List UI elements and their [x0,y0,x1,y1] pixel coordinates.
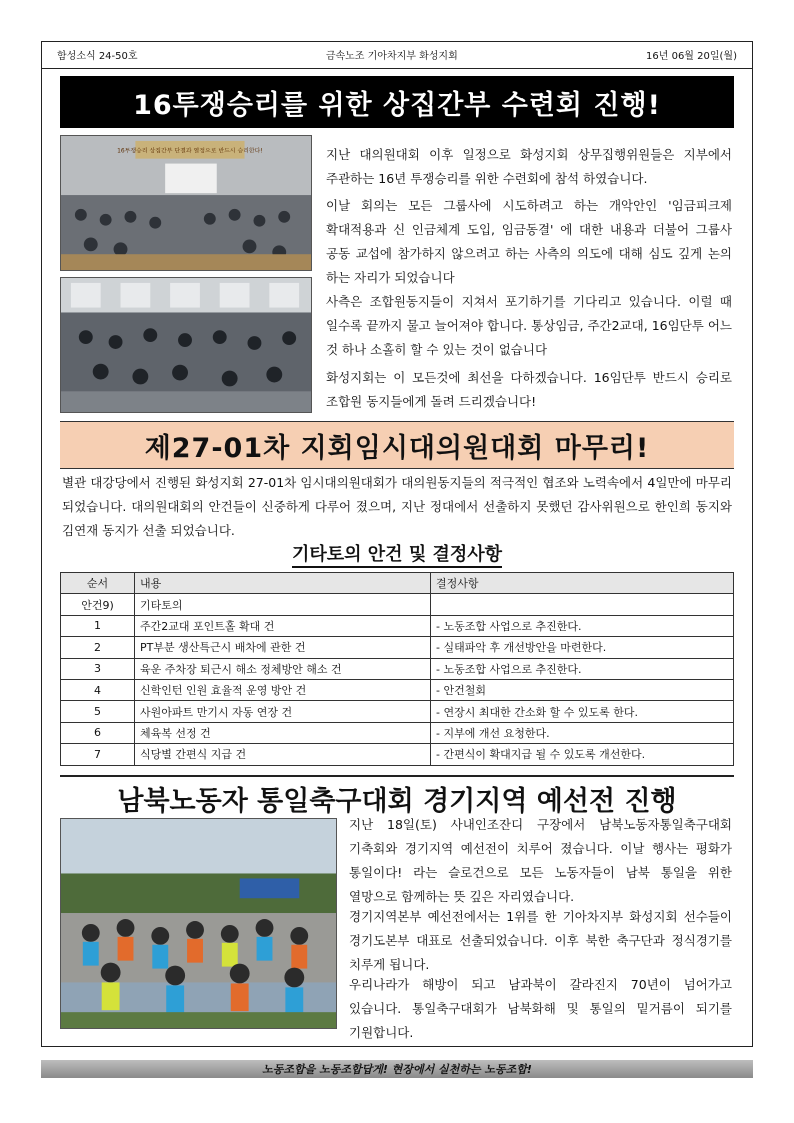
column-header-order: 순서 [61,573,135,594]
table-row [61,615,734,636]
article1-title: 16투쟁승리를 위한 상집간부 수련회 진행! [60,76,734,128]
article3-paragraph-1: 지난 18일(토) 사내인조잔디 구장에서 남북노동자통일축구대회 기축회와 경기지역 예선전이 치루어 졌습니다. 이날 행사는 평화가 통일이다! 라는 슬로건으로 모든 노동자들이 남북 통일을 위한 열망으로 함께하는 뜻 깊은 자리였습니다. [349,817,732,904]
issue-date: 16년 06월 20일(월) [646,51,737,62]
row-order: 4 [61,679,135,700]
article1-paragraph-3: 사측은 조합원동지들이 지쳐서 포기하기를 기다리고 있습니다. 이럴 때 일수록 끝까지 물고 늘어져야 합니다. 통상임금, 주간2교대, 16임단투 어느 것 하나 소홀히 할 수 있는 것이 없습니다 [326,294,732,357]
article2-paragraph: 별관 대강당에서 진행된 화성지회 27-01차 임시대의원대회가 대의원동지들의 적극적인 협조와 노력속에서 4일만에 마무리 되었습니다. 대의원대회의 안건들이 신중하게 다루어 졌으며, 지난 정대에서 선출하지 못했던 감사위원으로 한인희 동지와 김연재 동지가 선출 되었습니다. [62,475,732,538]
row-order: 5 [61,701,135,722]
row-content: 주간2교대 포인트홀 확대 건 [135,615,431,636]
table-row [61,744,734,765]
article2-title: 제27-01차 지회임시대의원대회 마무리! [60,421,734,469]
article1-paragraph-2: 이날 회의는 모든 그룹사에 시도하려고 하는 개악안인 '임금피크제 확대적용과 신 인금체계 도입, 임금동결' 에 대한 내용과 더불어 그룹사 공동 교섭에 참가하지 않으려고 하는 사측의 의도에 대해 심도 깊게 논의 하는 자리가 되었습니다 [326,198,732,285]
row-decision: - 노동조합 사업으로 추진한다. [431,658,734,679]
newsletter-header [41,41,753,69]
article1-paragraph-4: 화성지회는 이 모든것에 최선을 다하겠습니다. 16임단투 반드시 승리로 조합원 동지들에게 돌려 드리겠습니다! [326,370,732,409]
agenda-table-header-row [61,573,734,594]
row-decision: - 연장시 최대한 간소화 할 수 있도록 한다. [431,701,734,722]
row-content: 육운 주차장 퇴근시 해소 정체방안 해소 건 [135,658,431,679]
meeting-participants-photo [60,277,312,413]
row-content: 신학인턴 인원 효율적 운영 방안 건 [135,679,431,700]
row-order: 7 [61,744,135,765]
row-order: 3 [61,658,135,679]
column-header-content: 내용 [135,573,431,594]
row-content: 기타토의 [135,594,431,615]
article1-paragraph-1: 지난 대의원대회 이후 일정으로 화성지회 상무집행위원들은 지부에서 주관하는 16년 투쟁승리를 위한 수련회에 참석 하였습니다. [326,147,732,186]
row-decision: - 간편식이 확대지급 될 수 있도록 개선한다. [431,744,734,765]
row-decision: - 노동조합 사업으로 추진한다. [431,615,734,636]
table-row [61,722,734,743]
article3-paragraph-2: 경기지역본부 예선전에서는 1위를 한 기아차지부 화성지회 선수들이 경기도본부 대표로 선출되었습니다. 이후 북한 축구단과 정식경기를 치루게 됩니다. [349,909,732,972]
football-team-photo [60,818,337,1029]
row-order: 6 [61,722,135,743]
organization-name: 금속노조 기아차지부 화성지회 [325,51,458,62]
agenda-table [60,572,734,766]
table-row [61,594,734,615]
row-decision: - 안건철회 [431,679,734,700]
article3-paragraph-3: 우리나라가 해방이 되고 남과북이 갈라진지 70년이 넘어가고 있습니다. 통일축구대회가 남북화해 및 통일의 밑거름이 되기를 기원합니다. [349,977,732,1040]
row-decision: - 실태파악 후 개선방안을 마련한다. [431,637,734,658]
photo-banner-text: 16투쟁승리 상집간부 단결과 열정으로 반드시 승리한다! [117,147,263,155]
row-decision: - 지부에 개선 요청한다. [431,722,734,743]
row-content: 체육복 선정 건 [135,722,431,743]
row-decision [431,594,734,615]
table-row [61,637,734,658]
agenda-table-title [60,540,734,566]
row-order: 2 [61,637,135,658]
row-order: 1 [61,615,135,636]
row-content: 식당별 간편식 지급 건 [135,744,431,765]
row-content: 사원아파트 만기시 자동 연장 건 [135,701,431,722]
issue-number: 함성소식 24-50호 [57,51,138,62]
table-row [61,679,734,700]
agenda-table-title-text: 기타토의 안건 및 결정사항 [292,544,502,568]
footer-slogan: 노동조합을 노동조합답게! 현장에서 실천하는 노동조합! [41,1060,753,1078]
table-row [61,701,734,722]
article3-title: 남북노동자 통일축구대회 경기지역 예선전 진행 [60,775,734,819]
table-row [61,658,734,679]
training-hall-photo [60,135,312,271]
row-content: PT부분 생산특근시 배차에 관한 건 [135,637,431,658]
row-order: 안건9) [61,594,135,615]
column-header-decision: 결정사항 [431,573,734,594]
